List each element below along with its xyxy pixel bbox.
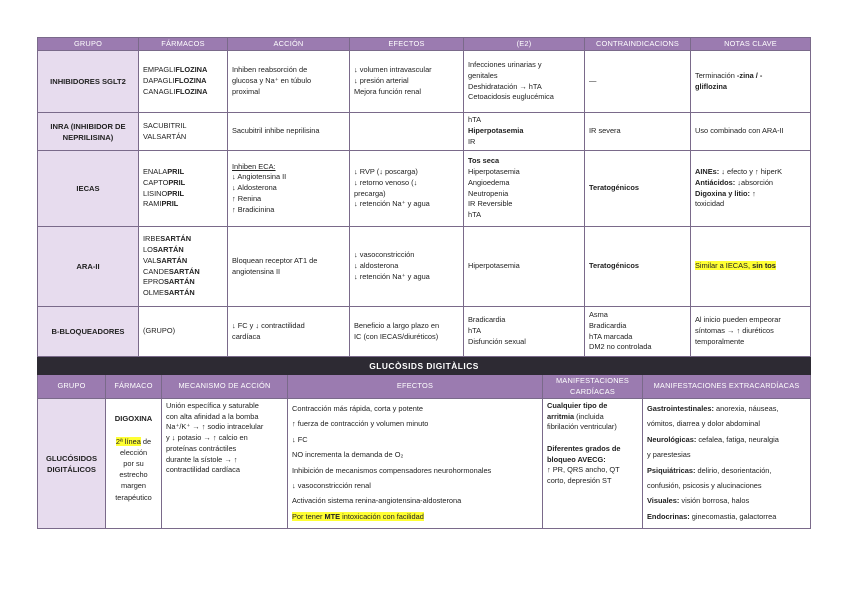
table-header-row bbox=[38, 38, 811, 51]
drugs-cell: (GRUPO) bbox=[139, 307, 228, 357]
notes-cell: Terminación -zina / - gliflozina bbox=[691, 51, 811, 113]
drug-description: 2ª línea de elección por su estrecho margen terapéutico bbox=[115, 437, 152, 502]
header-efectos: EFECTOS bbox=[350, 38, 464, 51]
contra-cell: Teratogénicos bbox=[585, 151, 691, 227]
drugs-cell: SACUBITRIL VALSARTÁN bbox=[139, 113, 228, 151]
drugs-cell: ENALAPRIL CAPTOPRIL LISINOPRIL RAMIPRIL bbox=[139, 151, 228, 227]
action-cell: Inhiben reabsorción de glucosa y Na⁺ en túbulo proximal bbox=[228, 51, 350, 113]
highlighted-effect: Por tener MTE intoxicación con facilidad bbox=[292, 511, 424, 521]
e2-cell: Bradicardia hTA Disfunción sexual bbox=[464, 307, 585, 357]
contra-cell: Asma Bradicardia hTA marcada DM2 no controlada bbox=[585, 307, 691, 357]
effects-cell: ↓ volumen intravascular ↓ presión arterial Mejora función renal bbox=[350, 51, 464, 113]
drug-name: DIGOXINA bbox=[114, 414, 153, 423]
action-cell: Sacubitril inhibe neprilisina bbox=[228, 113, 350, 151]
effects-cell: Contracción más rápida, corta y potente ↑ fuerza de contracción y volumen minuto ↓ FC NO incrementa la demanda de O₂ Inhibición de mecanismos compensadores neurohormonales ↓ vasoconstricción renal Activación sistema renina-angiotensina-aldosterona Por tener MTE intoxicación con facilidad bbox=[288, 399, 543, 529]
glycosides-table bbox=[37, 357, 811, 529]
contra-cell: IR severa bbox=[585, 113, 691, 151]
header-farmaco: FÁRMACO bbox=[106, 375, 162, 399]
table-header-row bbox=[38, 375, 811, 399]
action-cell: Bloquean receptor AT1 de angiotensina II bbox=[228, 227, 350, 307]
header-efectos: EFECTOS bbox=[288, 375, 543, 399]
group-cell: INRA (INHIBIDOR DE NEPRILISINA) bbox=[38, 113, 139, 151]
notes-cell: AINEs: ↓ efecto y ↑ hiperK Antiácidos: ↓absorción Digoxina y litio: ↑ toxicidad bbox=[691, 151, 811, 227]
header-notas-clave: NOTAS CLAVE bbox=[691, 38, 811, 51]
header-manifestaciones-cardiacas: MANIFESTACIONES CARDÍACAS bbox=[543, 375, 643, 399]
action-cell: Inhiben ECA: ↓ Angiotensina II ↓ Aldosterona ↑ Renina ↑ Bradicinina bbox=[228, 151, 350, 227]
header-accion: ACCIÓN bbox=[228, 38, 350, 51]
e2-cell: Infecciones urinarias y genitales Deshidratación → hTA Cetoacidosis euglucémica bbox=[464, 51, 585, 113]
header-manifestaciones-extracardiacas: MANIFESTACIONES EXTRACARDÍACAS bbox=[643, 375, 811, 399]
group-cell: IECAS bbox=[38, 151, 139, 227]
header-farmacos: FÁRMACOS bbox=[139, 38, 228, 51]
notes-cell: Al inicio pueden empeorar síntomas → ↑ diuréticos temporalmente bbox=[691, 307, 811, 357]
table-row bbox=[38, 227, 811, 307]
effects-cell: ↓ RVP (↓ poscarga) ↓ retorno venoso (↓ precarga) ↓ retención Na⁺ y agua bbox=[350, 151, 464, 227]
drug-name: DAPAGLIFLOZINA bbox=[143, 76, 207, 86]
group-cell: GLUCÓSIDOS DIGITÁLICOS bbox=[38, 399, 106, 529]
table-row bbox=[38, 307, 811, 357]
effects-cell: Beneficio a largo plazo en IC (con IECAS/diuréticos) bbox=[350, 307, 464, 357]
notes-cell bbox=[691, 227, 811, 307]
extracardiac-cell: Gastrointestinales: anorexia, náuseas, vómitos, diarrea y dolor abdominal Neurológicas: cefalea, fatiga, neuralgia y parestesias Psiquiátricas: delirio, desorientación, confusión, psicosis y alucinaciones Visuales: visión borrosa, halos Endocrinas: ginecomastia, galactorrea bbox=[643, 399, 811, 529]
mechanism-cell: Unión específica y saturable con alta afinidad a la bomba Na⁺/K⁺ → ↑ sodio intracelular y ↓ potasio → ↑ calcio en proteínas contráctiles durante la sístole → ↑ contractilidad cardíaca bbox=[162, 399, 288, 529]
table-row bbox=[38, 113, 811, 151]
effects-cell bbox=[350, 113, 464, 151]
table-title: GLUCÒSIDS DIGITÀLICS bbox=[38, 358, 811, 375]
drug-name: EMPAGLIFLOZINA bbox=[143, 65, 208, 75]
group-cell: ARA-II bbox=[38, 227, 139, 307]
e2-cell: Hiperpotasemia bbox=[464, 227, 585, 307]
e2-cell: hTA Hiperpotasemia IR bbox=[464, 113, 585, 151]
action-cell: ↓ FC y ↓ contractilidad cardíaca bbox=[228, 307, 350, 357]
drug-name: CANAGLIFLOZINA bbox=[143, 86, 208, 96]
header-contraindicaciones: CONTRAINDICACIONS bbox=[585, 38, 691, 51]
cardiac-cell: Cualquier tipo de arritmia (incluida fibrilación ventricular) Diferentes grados de bloqueo AVECG: ↑ PR, QRS ancho, QT corto, depresión ST bbox=[543, 399, 643, 529]
header-grupo: GRUPO bbox=[38, 375, 106, 399]
drugs-cell bbox=[139, 51, 228, 113]
table-row bbox=[38, 51, 811, 113]
drug-cell bbox=[106, 399, 162, 529]
group-cell: B-BLOQUEADORES bbox=[38, 307, 139, 357]
table-row bbox=[38, 399, 811, 529]
header-grupo: GRUPO bbox=[38, 38, 139, 51]
highlighted-note: Similar a IECAS, sin tos bbox=[695, 261, 776, 271]
group-cell: INHIBIDORES SGLT2 bbox=[38, 51, 139, 113]
e2-cell: Tos seca Hiperpotasemia Angioedema Neutropenia IR Reversible hTA bbox=[464, 151, 585, 227]
contra-cell: — bbox=[585, 51, 691, 113]
drugs-cell: IRBESARTÁN LOSARTÁN VALSARTÁN CANDESARTÁN EPROSARTÁN OLMESARTÁN bbox=[139, 227, 228, 307]
effects-cell: ↓ vasoconstricción ↓ aldosterona ↓ retención Na⁺ y agua bbox=[350, 227, 464, 307]
header-e2: (E2) bbox=[464, 38, 585, 51]
contra-cell: Teratogénicos bbox=[585, 227, 691, 307]
table-row bbox=[38, 151, 811, 227]
drug-table bbox=[37, 37, 811, 357]
notes-cell: Uso combinado con ARA-II bbox=[691, 113, 811, 151]
header-mecanismo: MECANISMO DE ACCIÓN bbox=[162, 375, 288, 399]
